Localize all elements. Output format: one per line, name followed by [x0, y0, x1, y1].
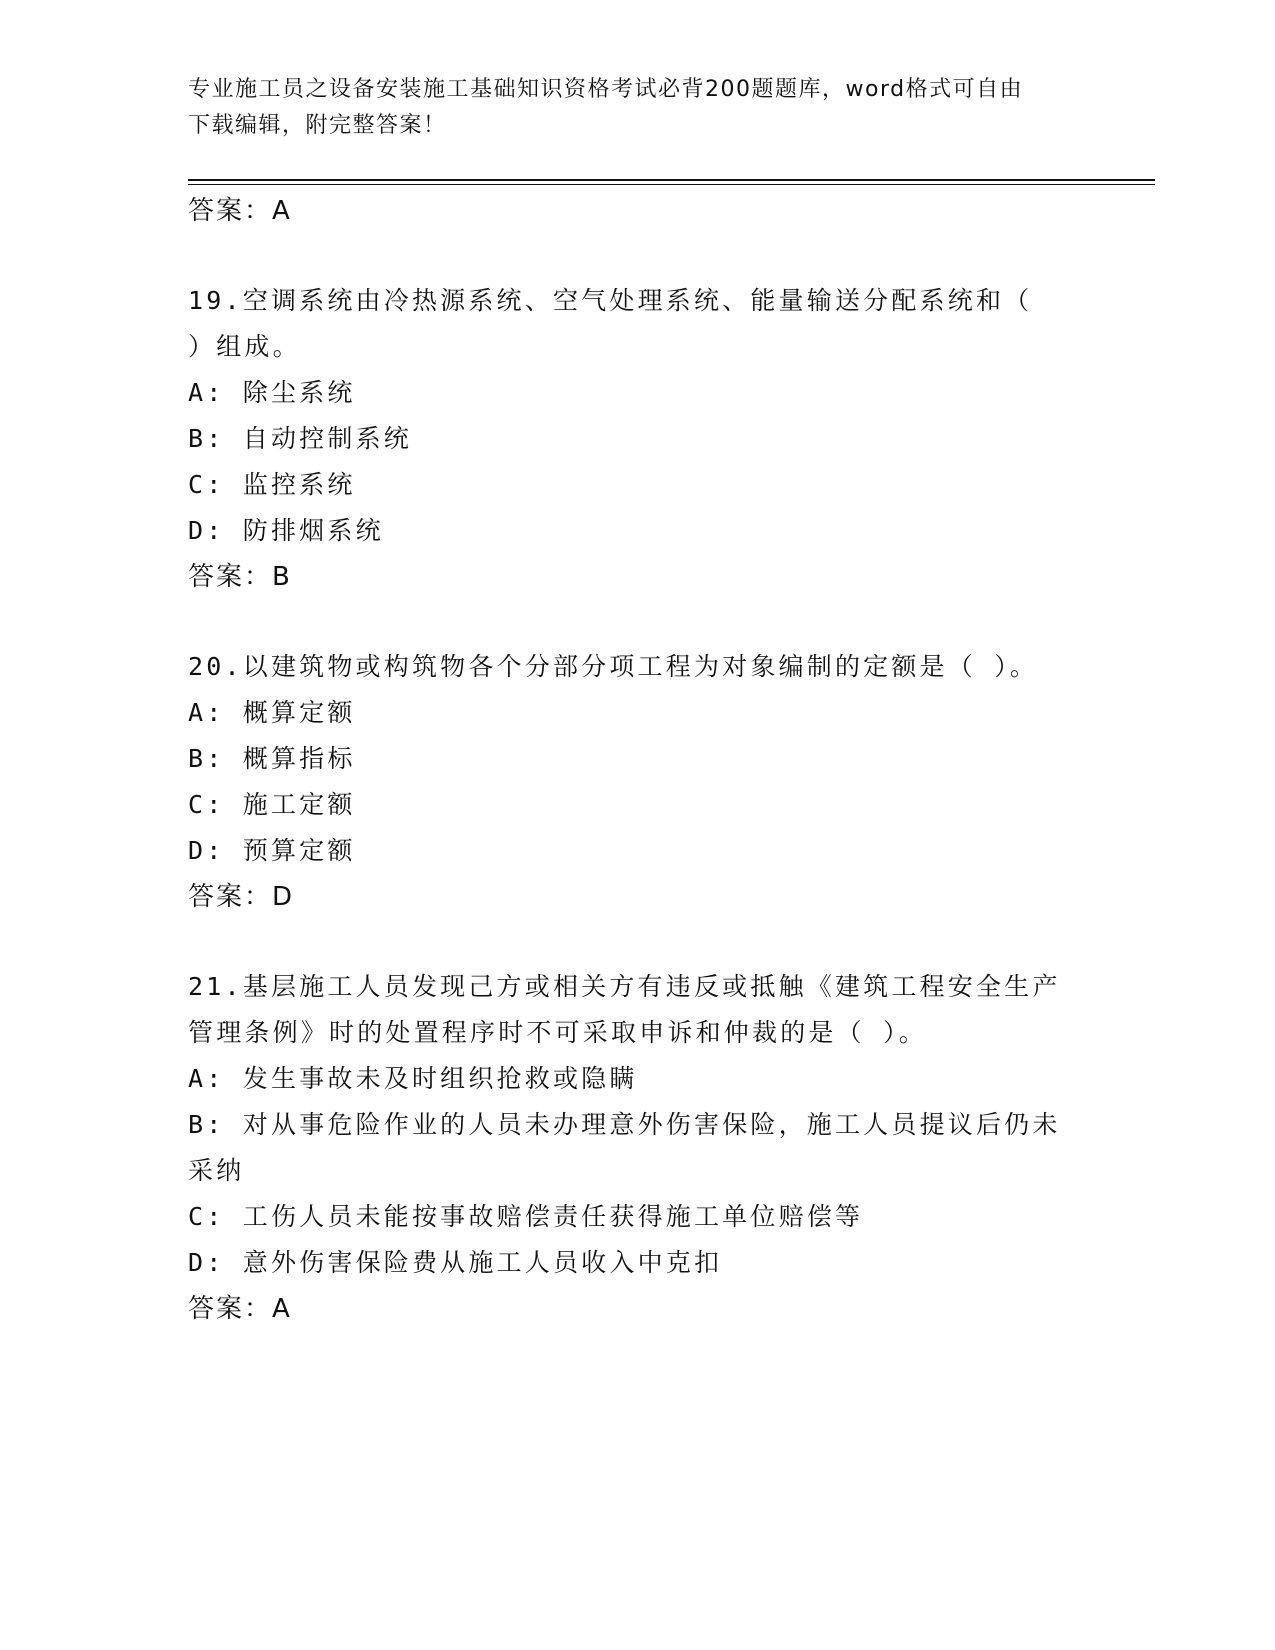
answer-label: 答案： — [188, 882, 273, 912]
option-key: C: — [188, 1202, 225, 1231]
answer-value: B — [272, 562, 290, 592]
question-answer — [188, 874, 1088, 920]
option-text: 意外伤害保险费从施工人员收入中克扣 — [242, 1248, 723, 1277]
document-header — [188, 72, 1088, 144]
question-19 — [188, 278, 1088, 600]
option-d — [188, 508, 1088, 554]
question-answer — [188, 1286, 1088, 1332]
option-a — [188, 1056, 1088, 1102]
option-b — [188, 1102, 1088, 1148]
option-text: 工伤人员未能按事故赔偿责任获得施工单位赔偿等 — [242, 1202, 864, 1231]
option-text: 概算定额 — [242, 698, 356, 727]
question-text-continued: 管理条例》时的处置程序时不可采取申诉和仲裁的是（ ）。 — [188, 1018, 927, 1047]
option-d — [188, 1240, 1088, 1286]
answer-label: 答案： — [188, 196, 273, 226]
option-b-continued: 采纳 — [188, 1156, 245, 1185]
previous-answer — [188, 188, 1088, 234]
header-divider-thin — [188, 184, 1155, 185]
answer-value: A — [272, 196, 290, 226]
option-c — [188, 782, 1088, 828]
option-text: 发生事故未及时组织抢救或隐瞒 — [242, 1064, 638, 1093]
option-a — [188, 690, 1088, 736]
option-text: 除尘系统 — [242, 378, 356, 407]
option-c — [188, 1194, 1088, 1240]
option-text: 监控系统 — [242, 470, 356, 499]
question-text: 21.基层施工人员发现己方或相关方有违反或抵触《建筑工程安全生产 — [188, 972, 1061, 1001]
option-key: A: — [188, 378, 225, 407]
option-text: 施工定额 — [242, 790, 356, 819]
header-line-1: 专业施工员之设备安装施工基础知识资格考试必背200题题库，word格式可自由 — [188, 77, 1024, 102]
option-key: D: — [188, 836, 225, 865]
option-b — [188, 416, 1088, 462]
option-text: 防排烟系统 — [242, 516, 384, 545]
question-text-continued: ）组成。 — [188, 332, 301, 361]
question-text: 19.空调系统由冷热源系统、空气处理系统、能量输送分配系统和（ — [188, 286, 1033, 315]
question-answer — [188, 554, 1088, 600]
answer-value: D — [272, 882, 293, 912]
option-key: C: — [188, 470, 225, 499]
option-key: D: — [188, 1248, 225, 1277]
option-key: C: — [188, 790, 225, 819]
option-text: 概算指标 — [242, 744, 356, 773]
option-text: 自动控制系统 — [242, 424, 412, 453]
option-key: A: — [188, 698, 225, 727]
question-text: 20.以建筑物或构筑物各个分部分项工程为对象编制的定额是（ ）。 — [188, 652, 1039, 681]
option-text: 预算定额 — [242, 836, 356, 865]
question-20 — [188, 644, 1088, 920]
option-b — [188, 736, 1088, 782]
option-text: 对从事危险作业的人员未办理意外伤害保险，施工人员提议后仍未 — [242, 1110, 1061, 1139]
question-21 — [188, 964, 1088, 1332]
option-key: B: — [188, 424, 225, 453]
option-key: A: — [188, 1064, 225, 1093]
header-divider-thick — [188, 179, 1155, 181]
answer-label: 答案： — [188, 562, 273, 592]
option-key: D: — [188, 516, 225, 545]
header-line-2: 下载编辑，附完整答案！ — [188, 113, 447, 138]
option-key: B: — [188, 1110, 225, 1139]
question-list — [188, 188, 1088, 1332]
option-d — [188, 828, 1088, 874]
option-key: B: — [188, 744, 225, 773]
option-c — [188, 462, 1088, 508]
option-a — [188, 370, 1088, 416]
answer-label: 答案： — [188, 1294, 273, 1324]
answer-value: A — [272, 1294, 290, 1324]
